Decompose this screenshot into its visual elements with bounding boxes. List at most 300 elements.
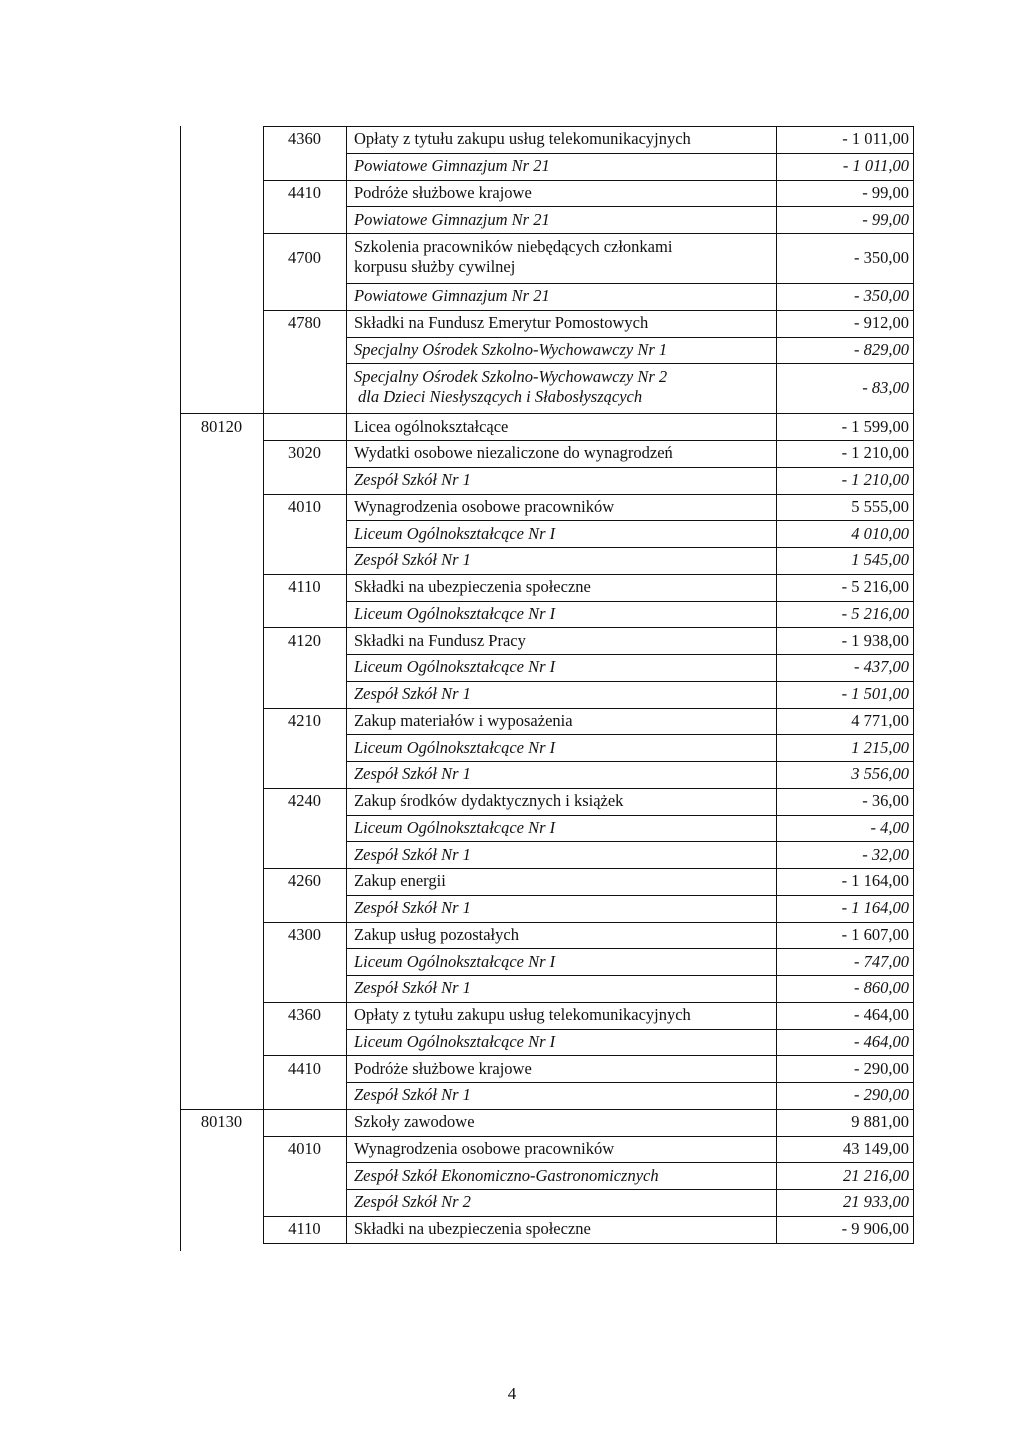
- column-border: [776, 868, 777, 895]
- amount: - 1 164,00: [841, 898, 909, 918]
- amount: - 912,00: [854, 313, 909, 333]
- description: Wynagrodzenia osobowe pracowników: [354, 496, 615, 516]
- column-border: [776, 363, 777, 413]
- description: Liceum Ogólnokształcące Nr I: [354, 523, 556, 543]
- description: Zespół Szkół Nr 1: [354, 470, 471, 490]
- column-border: [346, 627, 347, 654]
- table-row: [180, 841, 914, 868]
- column-border: [913, 1002, 914, 1029]
- table-row: [180, 440, 914, 467]
- outer-left-border: [180, 1189, 181, 1216]
- amount: 21 216,00: [843, 1165, 909, 1185]
- outer-left-border: [180, 975, 181, 1002]
- paragraph-code: [263, 1189, 346, 1216]
- column-border: [346, 895, 347, 922]
- section-code: [180, 1029, 263, 1056]
- description: Zespół Szkół Nr 2: [354, 1192, 471, 1212]
- section-code: [180, 815, 263, 842]
- section-code: [180, 895, 263, 922]
- description: Zespół Szkół Nr 1: [354, 684, 471, 704]
- amount: - 9 906,00: [841, 1219, 909, 1239]
- paragraph-code: [263, 363, 346, 413]
- paragraph-code: [263, 975, 346, 1002]
- description: Zakup usług pozostałych: [354, 924, 519, 944]
- column-border: [263, 734, 264, 761]
- column-border: [776, 1029, 777, 1056]
- amount: - 829,00: [854, 339, 909, 359]
- column-border: [776, 761, 777, 788]
- paragraph-code: [263, 1082, 346, 1109]
- column-border: [776, 126, 777, 153]
- column-border: [346, 233, 347, 283]
- description: Specjalny Ośrodek Szkolno-Wychowawczy Nr 1: [354, 339, 668, 359]
- table-row: [180, 310, 914, 337]
- column-border: [346, 413, 347, 440]
- section-code: [180, 1162, 263, 1189]
- column-border: [263, 948, 264, 975]
- section-code: [180, 654, 263, 681]
- section-code: [180, 841, 263, 868]
- column-border: [263, 413, 264, 440]
- column-border: [776, 1216, 777, 1243]
- column-border: [913, 1109, 914, 1136]
- column-border: [346, 467, 347, 494]
- column-border: [346, 868, 347, 895]
- column-border: [913, 975, 914, 1002]
- section-code: [180, 1216, 263, 1243]
- outer-left-border: [180, 1082, 181, 1109]
- column-border: [263, 467, 264, 494]
- table-row: [180, 788, 914, 815]
- description: Zespół Szkół Nr 1: [354, 844, 471, 864]
- column-border: [913, 1216, 914, 1243]
- outer-left-border: [180, 734, 181, 761]
- amount: - 1 938,00: [841, 630, 909, 650]
- amount: - 1 607,00: [841, 924, 909, 944]
- section-code: [180, 1082, 263, 1109]
- column-border: [263, 520, 264, 547]
- amount: 1 545,00: [851, 550, 909, 570]
- amount: - 1 011,00: [842, 129, 909, 149]
- column-border: [776, 948, 777, 975]
- column-border: [346, 841, 347, 868]
- column-border: [346, 153, 347, 180]
- column-border: [346, 206, 347, 233]
- table-row: [180, 1029, 914, 1056]
- paragraph-code: [263, 1109, 346, 1136]
- section-code: [180, 1055, 263, 1082]
- column-border: [263, 1002, 264, 1029]
- paragraph-code: [263, 734, 346, 761]
- column-border: [263, 841, 264, 868]
- column-border: [346, 1162, 347, 1189]
- column-border: [263, 180, 264, 207]
- column-border: [346, 654, 347, 681]
- column-border: [263, 1136, 264, 1163]
- column-border: [346, 547, 347, 574]
- column-border: [346, 975, 347, 1002]
- description: Liceum Ogólnokształcące Nr I: [354, 603, 556, 623]
- section-code: [180, 283, 263, 310]
- section-code: [180, 233, 263, 283]
- column-border: [263, 363, 264, 413]
- column-border: [913, 126, 914, 153]
- column-border: [346, 1029, 347, 1056]
- section-code: [180, 1189, 263, 1216]
- column-border: [776, 841, 777, 868]
- paragraph-code: [263, 1162, 346, 1189]
- description: Zakup środków dydaktycznych i książek: [354, 791, 624, 811]
- column-border: [913, 547, 914, 574]
- table-row: [180, 761, 914, 788]
- amount: - 290,00: [854, 1058, 909, 1078]
- description: Opłaty z tytułu zakupu usług telekomunikacyjnych: [354, 129, 691, 149]
- column-border: [263, 1189, 264, 1216]
- amount: - 290,00: [854, 1085, 909, 1105]
- column-border: [346, 337, 347, 364]
- paragraph-code: [263, 654, 346, 681]
- section-code: [180, 547, 263, 574]
- table-row: [180, 975, 914, 1002]
- paragraph-code: 4110: [288, 577, 321, 597]
- outer-left-border: [180, 654, 181, 681]
- amount: 43 149,00: [843, 1138, 909, 1158]
- table-row: [180, 520, 914, 547]
- column-border: [346, 922, 347, 949]
- paragraph-code: 4260: [288, 871, 321, 891]
- column-border: [913, 1029, 914, 1056]
- column-border: [913, 1055, 914, 1082]
- column-border: [263, 206, 264, 233]
- description: Zespół Szkół Nr 1: [354, 550, 471, 570]
- description: Liceum Ogólnokształcące Nr I: [354, 657, 556, 677]
- outer-left-border: [180, 841, 181, 868]
- column-border: [776, 233, 777, 283]
- amount: - 99,00: [862, 182, 909, 202]
- paragraph-code: [263, 815, 346, 842]
- section-code: [180, 467, 263, 494]
- page-number: 4: [507, 1384, 517, 1403]
- description: Zespół Szkół Nr 1: [354, 898, 471, 918]
- section-code: [180, 180, 263, 207]
- outer-left-border: [180, 413, 181, 440]
- column-border: [346, 1216, 347, 1243]
- column-border: [913, 654, 914, 681]
- outer-left-border: [180, 494, 181, 521]
- outer-left-border: [180, 337, 181, 364]
- description: Zespół Szkół Ekonomiczno-Gastronomicznych: [354, 1165, 659, 1185]
- section-code: [180, 788, 263, 815]
- description-line-2: korpusu służby cywilnej: [354, 257, 516, 276]
- paragraph-code: 4410: [288, 1058, 321, 1078]
- section-code: [180, 734, 263, 761]
- column-border: [263, 708, 264, 735]
- amount: 21 933,00: [843, 1192, 909, 1212]
- outer-left-border: [180, 627, 181, 654]
- column-border: [263, 1162, 264, 1189]
- amount: - 1 501,00: [841, 684, 909, 704]
- column-border: [776, 654, 777, 681]
- amount: - 32,00: [862, 844, 909, 864]
- column-border: [263, 815, 264, 842]
- column-border: [346, 1082, 347, 1109]
- column-border: [913, 841, 914, 868]
- column-border: [346, 363, 347, 413]
- column-border: [913, 948, 914, 975]
- column-border: [913, 868, 914, 895]
- amount: - 5 216,00: [841, 577, 909, 597]
- description: [346, 363, 776, 413]
- outer-left-border-extension: [180, 1243, 181, 1251]
- amount: 1 215,00: [851, 737, 909, 757]
- column-border: [776, 206, 777, 233]
- paragraph-code: [263, 895, 346, 922]
- section-code: [180, 1136, 263, 1163]
- outer-left-border: [180, 1136, 181, 1163]
- column-border: [776, 627, 777, 654]
- column-border: [263, 868, 264, 895]
- column-border: [913, 440, 914, 467]
- column-border: [346, 708, 347, 735]
- amount: - 99,00: [862, 209, 909, 229]
- column-border: [263, 627, 264, 654]
- outer-left-border: [180, 948, 181, 975]
- section-code: [180, 868, 263, 895]
- description: Liceum Ogólnokształcące Nr I: [354, 817, 556, 837]
- column-border: [776, 574, 777, 601]
- table-row: [180, 815, 914, 842]
- paragraph-code: 4360: [288, 129, 321, 149]
- table-row: [180, 467, 914, 494]
- section-code: 80130: [200, 1112, 243, 1132]
- table-row: [180, 233, 914, 283]
- amount: - 83,00: [862, 378, 909, 398]
- amount: - 36,00: [862, 791, 909, 811]
- amount: 9 881,00: [851, 1112, 909, 1132]
- paragraph-code: 3020: [288, 443, 321, 463]
- column-border: [263, 440, 264, 467]
- column-border: [776, 601, 777, 628]
- column-border: [346, 310, 347, 337]
- description: Powiatowe Gimnazjum Nr 21: [354, 286, 550, 306]
- section-code: [180, 126, 263, 153]
- section-code: [180, 627, 263, 654]
- table-row: [180, 363, 914, 413]
- column-border: [913, 922, 914, 949]
- amount: - 1 210,00: [841, 443, 909, 463]
- column-border: [913, 310, 914, 337]
- table-row: [180, 574, 914, 601]
- column-border: [263, 681, 264, 708]
- description: Opłaty z tytułu zakupu usług telekomunikacyjnych: [354, 1005, 691, 1025]
- outer-left-border: [180, 922, 181, 949]
- column-border: [776, 895, 777, 922]
- column-border: [346, 1136, 347, 1163]
- description: Szkoły zawodowe: [354, 1112, 475, 1132]
- description: Podróże służbowe krajowe: [354, 182, 532, 202]
- table-row: [180, 868, 914, 895]
- amount: 3 556,00: [851, 764, 909, 784]
- table-row: [180, 1162, 914, 1189]
- section-code: [180, 975, 263, 1002]
- paragraph-code: [263, 337, 346, 364]
- paragraph-code: [263, 467, 346, 494]
- outer-left-border: [180, 180, 181, 207]
- column-border: [263, 574, 264, 601]
- column-border: [776, 788, 777, 815]
- table-row: [180, 1216, 914, 1243]
- column-border: [263, 547, 264, 574]
- description: Zespół Szkół Nr 1: [354, 764, 471, 784]
- column-border: [263, 1216, 264, 1243]
- column-border: [346, 126, 347, 153]
- column-border: [263, 494, 264, 521]
- column-border: [776, 283, 777, 310]
- column-border: [346, 1002, 347, 1029]
- description-line-1: Szkolenia pracowników niebędących członkami: [354, 237, 673, 256]
- amount: - 1 011,00: [842, 156, 909, 176]
- description: Wydatki osobowe niezaliczone do wynagrodzeń: [354, 443, 673, 463]
- section-code: [180, 948, 263, 975]
- table-row: [180, 948, 914, 975]
- table-row: [180, 337, 914, 364]
- section-code: [180, 494, 263, 521]
- table-row: [180, 601, 914, 628]
- column-border: [776, 1002, 777, 1029]
- paragraph-code: 4700: [288, 248, 321, 267]
- section-code: [180, 574, 263, 601]
- table-row: [180, 627, 914, 654]
- column-border: [263, 1082, 264, 1109]
- amount: - 860,00: [854, 978, 909, 998]
- description-line-2: dla Dzieci Niesłyszących i Słabosłyszących: [358, 387, 643, 407]
- description: Powiatowe Gimnazjum Nr 21: [354, 156, 550, 176]
- column-border: [913, 206, 914, 233]
- paragraph-code: [263, 520, 346, 547]
- description: Zakup energii: [354, 871, 446, 891]
- paragraph-code: 4780: [288, 313, 321, 333]
- amount: - 464,00: [854, 1005, 909, 1025]
- column-border: [776, 520, 777, 547]
- amount: 4 771,00: [851, 710, 909, 730]
- column-border: [776, 708, 777, 735]
- paragraph-code: [263, 681, 346, 708]
- table-row: [180, 1002, 914, 1029]
- column-border: [346, 494, 347, 521]
- outer-left-border: [180, 1216, 181, 1243]
- table-row: [180, 1109, 914, 1136]
- outer-left-border: [180, 520, 181, 547]
- column-border: [913, 363, 914, 413]
- column-border: [776, 310, 777, 337]
- table-row: [180, 734, 914, 761]
- paragraph-code: [263, 841, 346, 868]
- paragraph-code: 4360: [288, 1005, 321, 1025]
- column-border: [263, 975, 264, 1002]
- outer-left-border: [180, 574, 181, 601]
- column-border: [776, 922, 777, 949]
- column-border: [913, 1082, 914, 1109]
- description: Licea ogólnokształcące: [354, 416, 509, 436]
- description: Wynagrodzenia osobowe pracowników: [354, 1138, 615, 1158]
- column-border: [913, 761, 914, 788]
- outer-left-border: [180, 708, 181, 735]
- table-row: [180, 708, 914, 735]
- table-bottom-border: [263, 1243, 914, 1244]
- outer-left-border: [180, 1002, 181, 1029]
- description: Podróże służbowe krajowe: [354, 1058, 532, 1078]
- column-border: [263, 310, 264, 337]
- outer-left-border: [180, 1029, 181, 1056]
- paragraph-code: 4110: [288, 1219, 321, 1239]
- column-border: [776, 180, 777, 207]
- amount: - 4,00: [870, 817, 909, 837]
- description: Liceum Ogólnokształcące Nr I: [354, 737, 556, 757]
- column-border: [913, 627, 914, 654]
- column-border: [346, 681, 347, 708]
- outer-left-border: [180, 363, 181, 413]
- outer-left-border: [180, 206, 181, 233]
- column-border: [913, 283, 914, 310]
- table-row: [180, 654, 914, 681]
- column-border: [776, 1109, 777, 1136]
- column-border: [346, 815, 347, 842]
- table-row: [180, 547, 914, 574]
- description: Zakup materiałów i wyposażenia: [354, 710, 573, 730]
- outer-left-border: [180, 233, 181, 283]
- column-border: [263, 1055, 264, 1082]
- section-code: [180, 520, 263, 547]
- description: Liceum Ogólnokształcące Nr I: [354, 951, 556, 971]
- amount: - 1 164,00: [841, 871, 909, 891]
- outer-left-border: [180, 283, 181, 310]
- outer-left-border: [180, 788, 181, 815]
- paragraph-code: [263, 547, 346, 574]
- amount: - 1 210,00: [841, 470, 909, 490]
- column-border: [776, 337, 777, 364]
- description: Składki na ubezpieczenia społeczne: [354, 577, 591, 597]
- outer-left-border: [180, 761, 181, 788]
- table-row: [180, 681, 914, 708]
- column-border: [776, 681, 777, 708]
- amount: 5 555,00: [851, 496, 909, 516]
- column-border: [263, 283, 264, 310]
- column-border: [346, 734, 347, 761]
- column-border: [776, 413, 777, 440]
- column-border: [913, 467, 914, 494]
- column-border: [346, 1189, 347, 1216]
- column-border: [776, 1055, 777, 1082]
- column-border: [776, 734, 777, 761]
- paragraph-code: 4410: [288, 182, 321, 202]
- column-border: [776, 494, 777, 521]
- column-border: [263, 654, 264, 681]
- column-border: [913, 1189, 914, 1216]
- column-border: [263, 922, 264, 949]
- section-code: [180, 440, 263, 467]
- column-border: [346, 574, 347, 601]
- column-border: [263, 233, 264, 283]
- column-border: [913, 815, 914, 842]
- paragraph-code: [263, 948, 346, 975]
- column-border: [913, 520, 914, 547]
- table-row: [180, 1082, 914, 1109]
- paragraph-code: [263, 206, 346, 233]
- column-border: [913, 734, 914, 761]
- column-border: [776, 1162, 777, 1189]
- column-border: [346, 788, 347, 815]
- column-border: [263, 153, 264, 180]
